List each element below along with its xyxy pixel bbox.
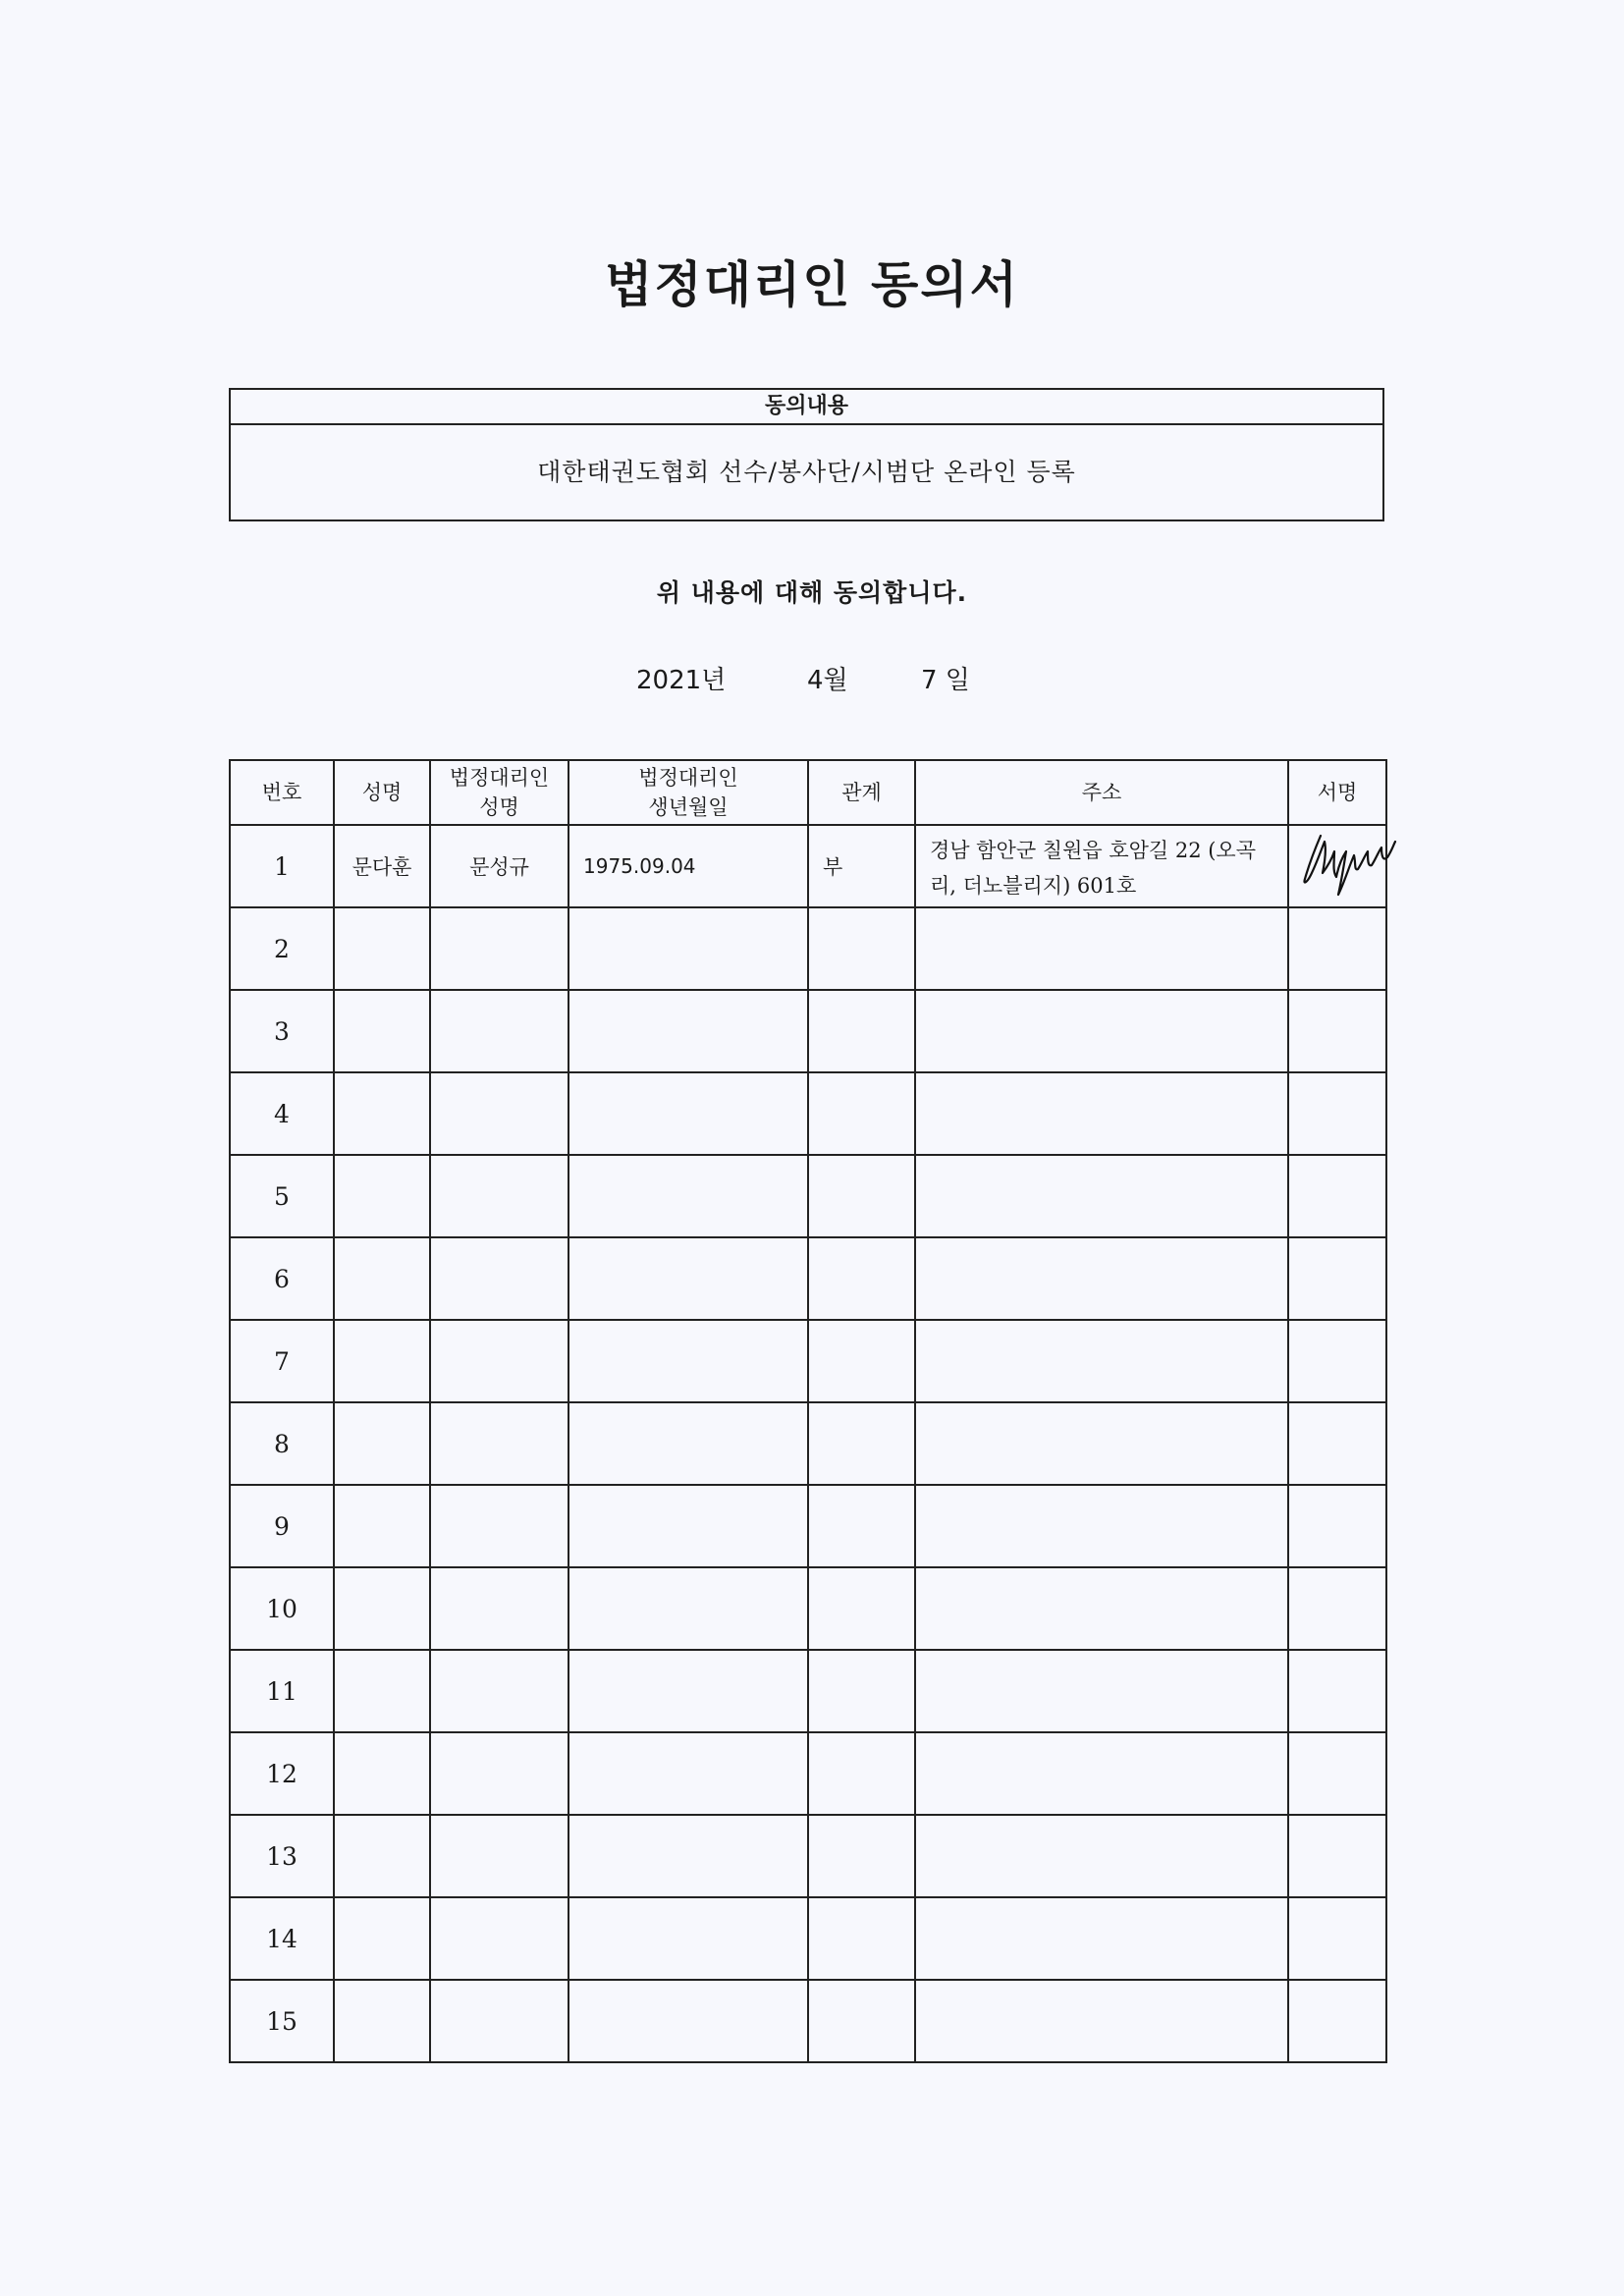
cell-name xyxy=(334,907,430,990)
cell-guardian-name xyxy=(430,1402,568,1485)
cell-signature xyxy=(1288,990,1386,1072)
cell-relation xyxy=(808,1485,915,1567)
cell-signature xyxy=(1288,1320,1386,1402)
cell-relation xyxy=(808,1815,915,1897)
cell-address xyxy=(915,1567,1288,1650)
header-guardian-birth xyxy=(568,760,808,825)
cell-relation xyxy=(808,907,915,990)
table-row xyxy=(230,1650,1386,1732)
cell-guardian-name xyxy=(430,1237,568,1320)
header-relation: 관계 xyxy=(808,760,915,825)
handwritten-signature xyxy=(1299,830,1407,902)
cell-guardian-birth xyxy=(568,1402,808,1485)
cell-number: 13 xyxy=(230,1815,334,1897)
cell-guardian-birth xyxy=(568,1567,808,1650)
cell-address xyxy=(915,1320,1288,1402)
cell-number: 11 xyxy=(230,1650,334,1732)
table-header-row xyxy=(230,760,1386,825)
cell-relation xyxy=(808,1320,915,1402)
cell-number: 12 xyxy=(230,1732,334,1815)
cell-guardian-birth xyxy=(568,1072,808,1155)
cell-relation xyxy=(808,1237,915,1320)
cell-guardian-name xyxy=(430,1567,568,1650)
cell-name xyxy=(334,1567,430,1650)
cell-signature xyxy=(1288,1567,1386,1650)
cell-address xyxy=(915,1650,1288,1732)
cell-relation xyxy=(808,1650,915,1732)
cell-guardian-birth xyxy=(568,1485,808,1567)
cell-number: 6 xyxy=(230,1237,334,1320)
cell-guardian-birth xyxy=(568,990,808,1072)
cell-guardian-name xyxy=(430,1732,568,1815)
cell-number: 8 xyxy=(230,1402,334,1485)
cell-number: 2 xyxy=(230,907,334,990)
header-signature: 서명 xyxy=(1288,760,1386,825)
cell-signature xyxy=(1288,907,1386,990)
cell-name xyxy=(334,1155,430,1237)
header-guardian-birth-line2: 생년월일 xyxy=(648,795,729,819)
cell-address xyxy=(915,1155,1288,1237)
cell-signature xyxy=(1288,825,1386,907)
cell-signature xyxy=(1288,1485,1386,1567)
consent-header: 동의내용 xyxy=(231,390,1382,425)
cell-relation xyxy=(808,1980,915,2062)
cell-signature xyxy=(1288,1237,1386,1320)
cell-guardian-birth xyxy=(568,907,808,990)
header-address: 주소 xyxy=(915,760,1288,825)
cell-name xyxy=(334,1980,430,2062)
cell-number: 10 xyxy=(230,1567,334,1650)
cell-address xyxy=(915,1980,1288,2062)
cell-guardian-name xyxy=(430,1072,568,1155)
cell-number: 1 xyxy=(230,825,334,907)
table-row xyxy=(230,1732,1386,1815)
table-row xyxy=(230,907,1386,990)
cell-name xyxy=(334,1897,430,1980)
guardian-table xyxy=(229,759,1387,2063)
date-month: 4월 xyxy=(807,666,848,695)
table-row xyxy=(230,1897,1386,1980)
cell-guardian-birth xyxy=(568,1237,808,1320)
document-title: 법정대리인 동의서 xyxy=(605,255,1019,313)
cell-guardian-name xyxy=(430,1650,568,1732)
consent-content: 대한태권도협회 선수/봉사단/시범단 온라인 등록 xyxy=(537,458,1076,486)
cell-name xyxy=(334,1650,430,1732)
cell-guardian-birth xyxy=(568,1897,808,1980)
cell-address xyxy=(915,1402,1288,1485)
cell-signature xyxy=(1288,1072,1386,1155)
table-row xyxy=(230,1237,1386,1320)
cell-signature xyxy=(1288,1897,1386,1980)
cell-name xyxy=(334,1320,430,1402)
table-row xyxy=(230,990,1386,1072)
cell-relation xyxy=(808,1402,915,1485)
cell-number: 7 xyxy=(230,1320,334,1402)
cell-relation xyxy=(808,1155,915,1237)
cell-name xyxy=(334,990,430,1072)
cell-number: 15 xyxy=(230,1980,334,2062)
table-row xyxy=(230,1320,1386,1402)
cell-guardian-name xyxy=(430,990,568,1072)
cell-signature xyxy=(1288,1402,1386,1485)
cell-address xyxy=(915,990,1288,1072)
cell-guardian-name xyxy=(430,1897,568,1980)
header-guardian-birth-line1: 법정대리인 xyxy=(638,766,738,790)
cell-name xyxy=(334,1072,430,1155)
cell-guardian-birth: 1975.09.04 xyxy=(568,825,808,907)
cell-number: 9 xyxy=(230,1485,334,1567)
header-number: 번호 xyxy=(230,760,334,825)
cell-name xyxy=(334,1485,430,1567)
cell-number: 4 xyxy=(230,1072,334,1155)
cell-guardian-name xyxy=(430,1485,568,1567)
table-row xyxy=(230,1072,1386,1155)
cell-guardian-birth xyxy=(568,1815,808,1897)
cell-relation xyxy=(808,990,915,1072)
header-guardian-name-line2: 성명 xyxy=(479,795,519,819)
header-guardian-name xyxy=(430,760,568,825)
cell-address xyxy=(915,1485,1288,1567)
cell-relation xyxy=(808,1897,915,1980)
cell-signature xyxy=(1288,1155,1386,1237)
cell-address xyxy=(915,1072,1288,1155)
header-name: 성명 xyxy=(334,760,430,825)
cell-address xyxy=(915,1815,1288,1897)
cell-guardian-birth xyxy=(568,1650,808,1732)
cell-guardian-name xyxy=(430,1980,568,2062)
cell-relation xyxy=(808,1072,915,1155)
cell-address xyxy=(915,1732,1288,1815)
date-year: 2021년 xyxy=(636,666,727,695)
cell-name xyxy=(334,1815,430,1897)
table-row xyxy=(230,1485,1386,1567)
cell-relation xyxy=(808,1732,915,1815)
cell-guardian-birth xyxy=(568,1732,808,1815)
table-row xyxy=(230,1567,1386,1650)
cell-address: 경남 함안군 칠원읍 호암길 22 (오곡리, 더노블리지) 601호 xyxy=(915,825,1288,907)
table-row xyxy=(230,1155,1386,1237)
cell-address xyxy=(915,907,1288,990)
cell-signature xyxy=(1288,1815,1386,1897)
agreement-statement: 위 내용에 대해 동의합니다. xyxy=(656,578,968,607)
cell-number: 3 xyxy=(230,990,334,1072)
cell-guardian-name: 문성규 xyxy=(430,825,568,907)
cell-guardian-name xyxy=(430,1815,568,1897)
cell-signature xyxy=(1288,1732,1386,1815)
consent-box xyxy=(229,388,1384,521)
header-guardian-name-line1: 법정대리인 xyxy=(449,766,550,790)
table-row xyxy=(230,1815,1386,1897)
cell-guardian-name xyxy=(430,907,568,990)
cell-guardian-birth xyxy=(568,1980,808,2062)
cell-guardian-name xyxy=(430,1155,568,1237)
cell-relation xyxy=(808,1567,915,1650)
table-row xyxy=(230,1980,1386,2062)
cell-guardian-name xyxy=(430,1320,568,1402)
cell-name xyxy=(334,1237,430,1320)
cell-relation: 부 xyxy=(808,825,915,907)
cell-signature xyxy=(1288,1980,1386,2062)
cell-number: 14 xyxy=(230,1897,334,1980)
cell-signature xyxy=(1288,1650,1386,1732)
cell-address xyxy=(915,1237,1288,1320)
table-body xyxy=(230,825,1386,2062)
cell-guardian-birth xyxy=(568,1320,808,1402)
cell-name: 문다훈 xyxy=(334,825,430,907)
cell-guardian-birth xyxy=(568,1155,808,1237)
cell-name xyxy=(334,1402,430,1485)
cell-number: 5 xyxy=(230,1155,334,1237)
cell-name xyxy=(334,1732,430,1815)
date-day: 7 일 xyxy=(921,666,970,695)
table-row xyxy=(230,1402,1386,1485)
table-row xyxy=(230,825,1386,907)
cell-address xyxy=(915,1897,1288,1980)
